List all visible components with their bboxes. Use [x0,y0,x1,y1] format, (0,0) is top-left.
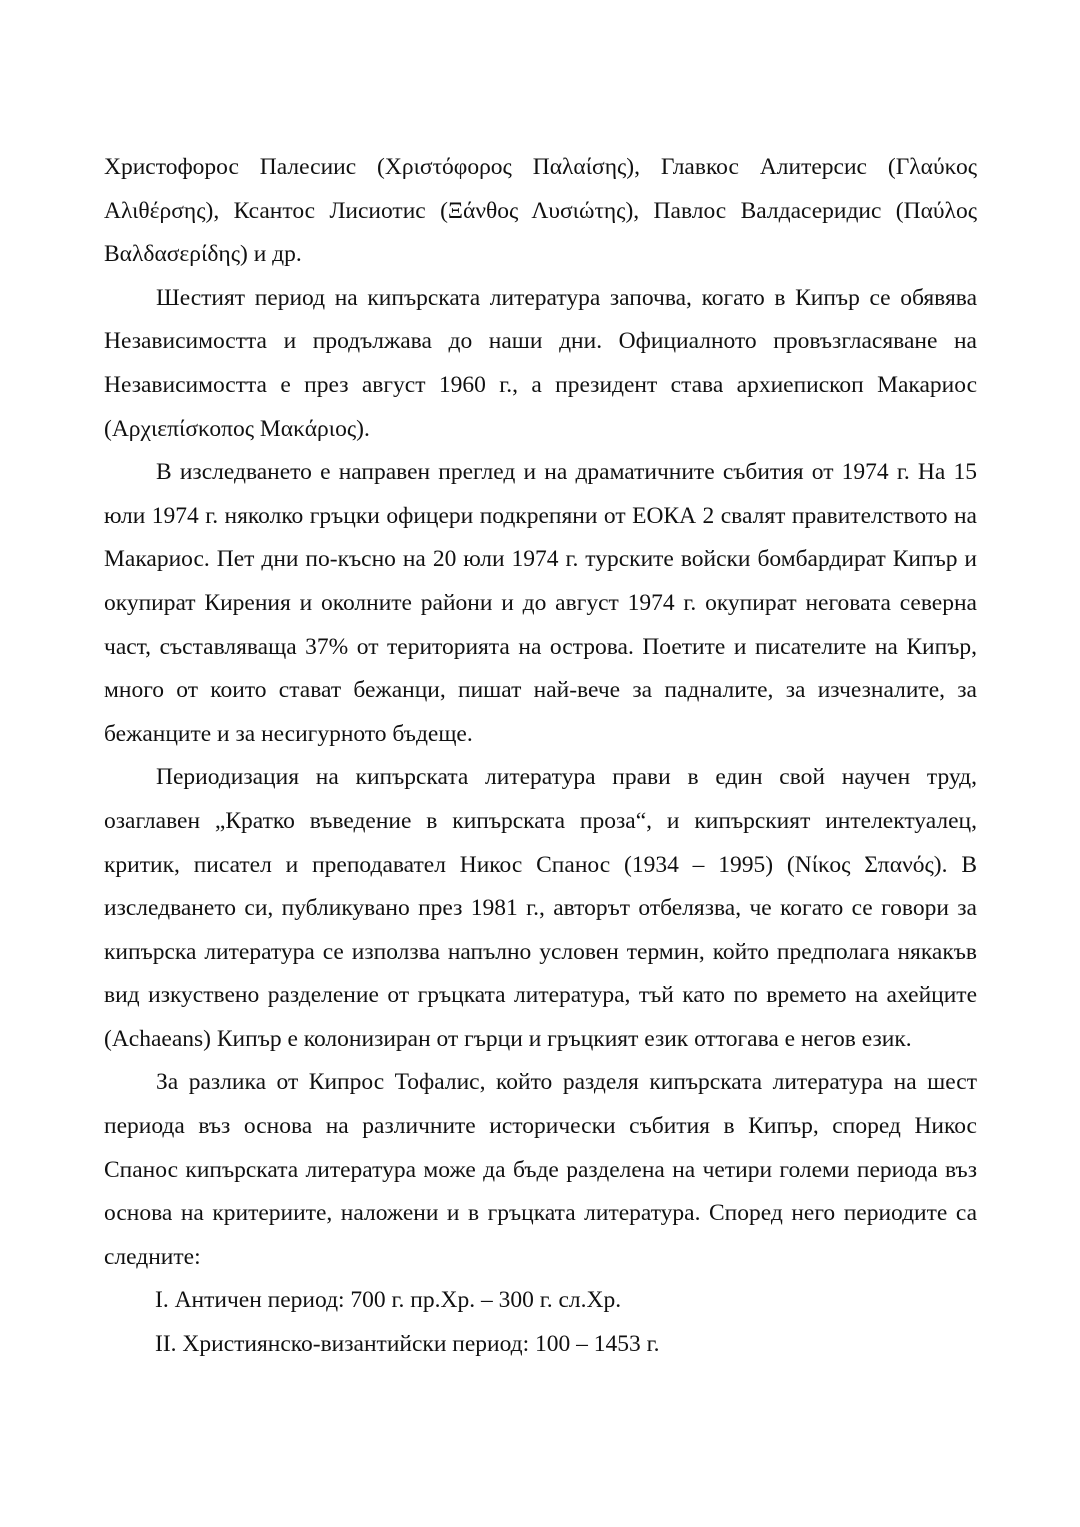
document-page [104,146,977,1367]
paragraph-sixth-period: Шестият период на кипърската литература започва, когато в Кипър се обявява Независимостта и продължава до наши дни. Официалното провъзгласяване на Независимостта е през август 1960 г., а президент става архиепископ Макариос (Αρχιεπίσκοπος Μακάριος). [104,284,977,442]
paragraph-continuation: Христофорос Палесиис (Χριστόφορος Παλαίσης), Главкос Алитерсис (Γλαύκος Αλιθέρσης), Ксантос Лисиотис (Ξάνθος Λυσιώτης), Павлос Валдасеридис (Παύλος Βαλδασερίδης) и др. [104,154,977,268]
paragraph-spanos-periodization: Периодизация на кипърската литература прави в един свой научен труд, озаглавен „Кратко въведение в кипърската проза“, и кипърският интелектуалец, критик, писател и преподавател Никос Спанос (1934 – 1995) (Νίκος Σπανός). В изследването си, публикувано през 1981 г., авторът отбелязва, че когато се говори за кипърска литература се използва напълно условен термин, който предполага някакъв вид изкуствено разделение от гръцката литература, тъй като по времето на ахейците (Achaeans) Кипър е колонизиран от гърци и гръцкият език оттогава е негов език. [104,764,977,1052]
paragraph-1974-events: В изследването е направен преглед и на драматичните събития от 1974 г. На 15 юли 1974 г. няколко гръцки офицери подкрепяни от ЕОКА 2 свалят правителството на Макариос. Пет дни по-късно на 20 юли 1974 г. турските войски бомбардират Кипър и окупират Кирения и околните райони и до август 1974 г. окупират неговата северна част, съставляваща 37% от територията на острова. Поетите и писателите на Кипър, много от които стават бежанци, пишат най-вече за падналите, за изчезналите, за бежанците и за несигурното бъдеще. [104,459,977,747]
paragraph-periods-intro: За разлика от Кипрос Тофалис, който разделя кипърската литература на шест периода въз основа на различните исторически събития в Кипър, според Никос Спанос кипърската литература може да бъде разделена на четири големи периода въз основа на критериите, наложени и в гръцката литература. Според него периодите са следните: [104,1069,977,1270]
list-item-ancient-period: I. Античен период: 700 г. пр.Хр. – 300 г. сл.Хр. [155,1287,622,1314]
list-item-byzantine-period: II. Християнско-византийски период: 100 – 1453 г. [155,1331,660,1358]
